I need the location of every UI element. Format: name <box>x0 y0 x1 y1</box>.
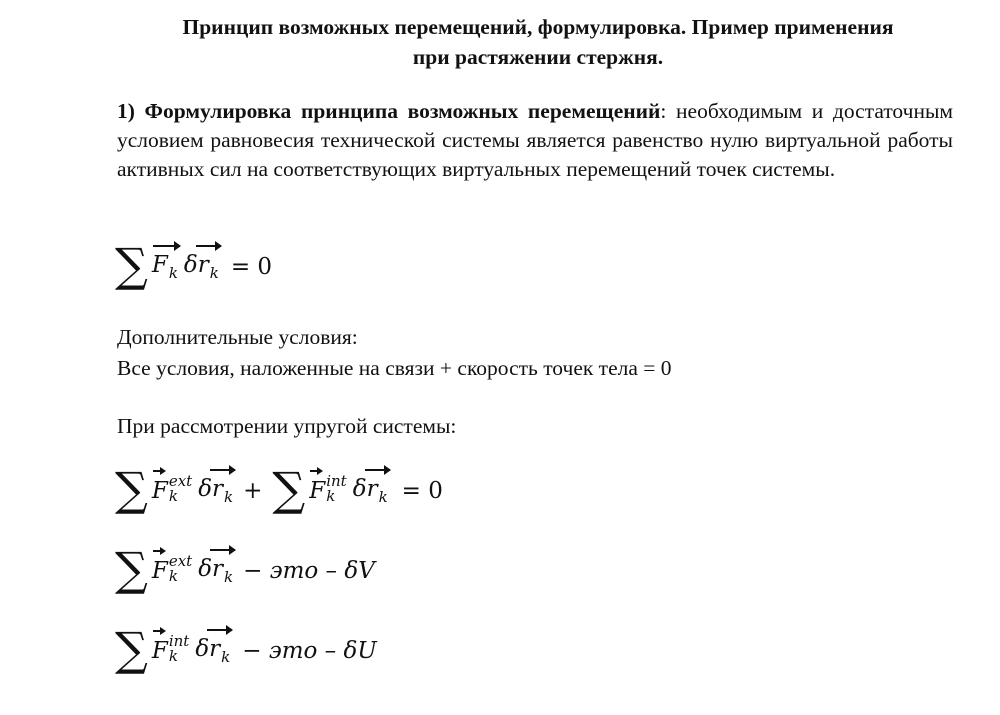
int-superscript: int <box>168 632 190 650</box>
displacement-vector <box>198 556 233 586</box>
displacement-vector <box>353 476 388 506</box>
formula-ext-work <box>115 542 375 596</box>
elastic-system-label: При рассмотрении упругой системы: <box>117 414 457 438</box>
displacement-vector <box>195 636 230 666</box>
sum-symbol: ∑ <box>115 462 148 516</box>
ext-superscript: ext <box>168 552 193 570</box>
principle-lead: 1) Формулировка принципа возможных перемещений <box>117 99 661 123</box>
force-subscript: k <box>168 264 178 282</box>
delta-r-symbol: δr <box>183 252 209 278</box>
ext-indices <box>169 474 192 504</box>
external-force-vector <box>152 478 168 504</box>
vector-arrow <box>153 550 164 552</box>
force-symbol: F <box>151 638 168 664</box>
equals-zero: = 0 <box>230 254 273 280</box>
k-subscript: k <box>168 647 178 665</box>
sum-symbol: ∑ <box>115 622 148 676</box>
extra-conditions-label: Дополнительные условия: <box>117 325 358 349</box>
title-line-1: Принцип возможных перемещений, формулировка. Пример применения <box>182 15 894 39</box>
plus-sign: + <box>243 478 263 504</box>
title-line-2: при растяжении стержня. <box>412 45 664 69</box>
principle-definition <box>117 97 953 184</box>
ext-indices <box>169 554 192 584</box>
sum-symbol: ∑ <box>115 542 148 596</box>
delta-r-symbol: δr <box>198 556 224 582</box>
vector-arrow <box>210 549 235 551</box>
vector-arrow <box>207 629 232 631</box>
vector-arrow <box>196 245 221 247</box>
delta-r-subscript: k <box>224 568 234 586</box>
delta-r-subscript: k <box>221 648 231 666</box>
page-title <box>110 12 966 72</box>
int-indices <box>326 474 347 504</box>
vector-arrow <box>153 470 164 472</box>
ext-superscript: ext <box>168 472 193 490</box>
int-work-explanation: − это – δU <box>242 638 377 664</box>
sum-symbol: ∑ <box>272 462 306 516</box>
vector-arrow <box>153 245 180 247</box>
sum-symbol: ∑ <box>115 238 148 292</box>
formula-int-work <box>115 622 377 676</box>
int-indices <box>169 634 190 664</box>
delta-r-symbol: δr <box>198 476 224 502</box>
vector-arrow <box>310 470 321 472</box>
external-force-vector <box>152 558 168 584</box>
formula-ext-int <box>115 462 443 516</box>
delta-r-symbol: δr <box>195 636 221 662</box>
extra-conditions-text: Все условия, наложенные на связи + скорость точек тела = 0 <box>117 356 672 380</box>
force-vector <box>152 252 178 282</box>
displacement-vector <box>198 476 233 506</box>
ext-work-explanation: − это – δV <box>243 558 375 584</box>
delta-r-subscript: k <box>209 264 219 282</box>
displacement-vector <box>184 252 219 282</box>
delta-r-symbol: δr <box>352 476 378 502</box>
k-subscript: k <box>168 567 178 585</box>
k-subscript: k <box>326 487 336 505</box>
force-symbol: F <box>151 558 168 584</box>
force-symbol: F <box>151 252 168 278</box>
k-subscript: k <box>168 487 178 505</box>
force-symbol: F <box>309 478 326 504</box>
internal-force-vector <box>152 638 168 664</box>
force-symbol: F <box>151 478 168 504</box>
delta-r-subscript: k <box>378 488 388 506</box>
int-superscript: int <box>326 472 347 490</box>
vector-arrow <box>210 469 235 471</box>
vector-arrow <box>153 630 164 632</box>
vector-arrow <box>365 469 390 471</box>
formula-virtual-work <box>115 238 273 292</box>
delta-r-subscript: k <box>224 488 234 506</box>
principle-text: : необходимым и достаточным условием равновесия технической системы является равенство нулю виртуальной работы активных сил на соответствующих виртуальных перемещений точек системы. <box>117 99 953 181</box>
equals-zero: = 0 <box>401 478 443 504</box>
internal-force-vector <box>309 478 325 504</box>
